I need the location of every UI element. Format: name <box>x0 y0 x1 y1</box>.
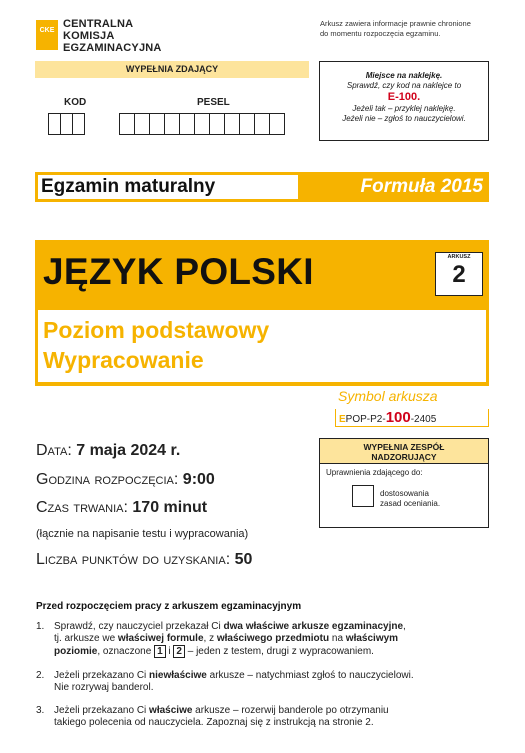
instruction-2-line-1 <box>36 670 491 682</box>
duration-value: 170 minut <box>132 499 208 516</box>
date-row <box>36 442 180 460</box>
sticker-line-2: Jeżeli tak – przyklej naklejkę. <box>352 104 456 113</box>
i1-text-k: , oznaczone <box>97 646 155 657</box>
exam-bar <box>35 172 489 202</box>
duration-note: (łącznie na napisanie testu i wypracowania) <box>36 528 249 540</box>
i1-text-a: Sprawdź, czy nauczyciel przekazał Ci <box>54 621 224 632</box>
points-row <box>36 551 252 569</box>
legal-notice <box>320 19 490 38</box>
symbol-highlight: 100 <box>385 409 411 426</box>
arkusz-label: ARKUSZ <box>447 254 471 260</box>
duration-label: Czas trwania: <box>36 499 128 516</box>
symbol-code <box>335 409 489 427</box>
logo-text <box>63 18 162 54</box>
pesel-box[interactable] <box>119 113 135 135</box>
option-line-1: dostosowania <box>380 489 429 498</box>
instruction-1-line-3 <box>36 645 491 658</box>
pesel-box[interactable] <box>194 113 210 135</box>
i1-text-i: właściwym <box>345 633 399 644</box>
symbol-label: Symbol arkusza <box>338 388 438 404</box>
sticker-code: E-100. <box>387 91 421 103</box>
start-label: Godzina rozpoczęcia: <box>36 471 179 488</box>
pesel-box[interactable] <box>239 113 255 135</box>
examiners-head-2: NADZORUJĄCY <box>371 452 437 462</box>
date-label: Data: <box>36 442 72 459</box>
i1-text-l: i <box>165 646 174 657</box>
notice-line-1: Arkusz zawiera informacje prawnie chronione <box>320 19 471 28</box>
arkusz-number: 2 <box>452 261 466 288</box>
examiners-head <box>320 439 488 464</box>
arkusz-box <box>435 252 483 296</box>
symbol-prefix: E <box>339 414 346 425</box>
examiners-rights: Uprawnienia zdającego do: <box>326 468 423 477</box>
pesel-box[interactable] <box>164 113 180 135</box>
adjustment-label <box>380 489 440 509</box>
notice-line-2: do momentu rozpoczęcia egzaminu. <box>320 28 441 38</box>
i2-text-b: niewłaściwe <box>149 670 207 681</box>
start-value: 9:00 <box>182 471 215 488</box>
applicant-strip: WYPEŁNIA ZDAJĄCY <box>35 61 309 78</box>
exam-formula: Formuła 2015 <box>360 176 483 197</box>
examiners-head-1: WYPEŁNIA ZESPÓŁ <box>363 442 445 452</box>
date-value: 7 maja 2024 r. <box>76 442 181 459</box>
level-line-1: Poziom podstawowy <box>43 317 270 343</box>
kod-box[interactable] <box>72 113 85 135</box>
i3-text-c: arkusze – rozerwij banderole po otrzymaniu <box>192 705 389 716</box>
i1-text-f: , z <box>203 633 217 644</box>
i2-text-a: Jeżeli przekazano Ci <box>54 670 150 681</box>
points-label: Liczba punktów do uzyskania: <box>36 551 231 568</box>
pesel-box[interactable] <box>179 113 195 135</box>
i3-text-a: Jeżeli przekazano Ci <box>54 705 150 716</box>
i3-text-b: właściwe <box>149 705 193 716</box>
i1-text-e: właściwej formule <box>117 633 204 644</box>
instruction-3 <box>36 705 491 729</box>
level-box <box>38 310 486 382</box>
kod-label: KOD <box>64 97 87 108</box>
instruction-2 <box>36 670 491 694</box>
pesel-box[interactable] <box>269 113 285 135</box>
pesel-label: PESEL <box>197 97 230 108</box>
exam-name: Egzamin maturalny <box>38 175 298 199</box>
examiners-box <box>319 438 489 528</box>
instructions-title: Przed rozpoczęciem pracy z arkuszem egzaminacyjnym <box>36 601 302 612</box>
instruction-1-number: 1. <box>36 621 45 632</box>
sticker-line-1: Sprawdź, czy kod na naklejce to <box>346 81 462 90</box>
start-row <box>36 471 215 489</box>
instruction-3-number: 3. <box>36 705 45 716</box>
instruction-1-line-2 <box>36 633 491 645</box>
logo-line-2: KOMISJA <box>63 30 115 42</box>
pesel-box[interactable] <box>149 113 165 135</box>
adjustment-checkbox[interactable] <box>352 485 374 507</box>
arkusz-2-box: 2 <box>173 645 185 658</box>
sticker-line-3: Jeżeli nie – zgłoś to nauczycielowi. <box>342 114 466 123</box>
i1-text-g: właściwego przedmiotu <box>216 633 330 644</box>
logo-line-1: CENTRALNA <box>63 18 134 30</box>
level-line-2: Wypracowanie <box>43 347 204 373</box>
pesel-box[interactable] <box>209 113 225 135</box>
points-value: 50 <box>234 551 253 568</box>
sticker-area <box>319 61 489 141</box>
i1-text-b: dwa właściwe arkusze egzaminacyjne <box>223 621 404 632</box>
pesel-box[interactable] <box>224 113 240 135</box>
logo-line-3: EGZAMINACYJNA <box>63 42 162 54</box>
symbol-mid: POP-P2- <box>345 414 386 425</box>
option-line-2: zasad oceniania. <box>380 499 441 508</box>
i2-text-c: arkusze – natychmiast zgłoś to nauczycielowi. <box>206 670 414 681</box>
i1-text-j: poziomie <box>54 646 98 657</box>
instruction-1-line-1 <box>36 621 491 633</box>
i1-text-c: , <box>403 621 406 632</box>
i1-text-m: – jeden z testem, drugi z wypracowaniem. <box>184 646 374 657</box>
cke-logo-icon: CKE <box>36 20 58 50</box>
instruction-3-line-1 <box>36 705 491 717</box>
symbol-suffix: -2405 <box>410 414 437 425</box>
kod-field[interactable] <box>48 113 84 135</box>
symbol-arkusza <box>335 387 489 431</box>
pesel-field[interactable] <box>119 113 284 135</box>
instruction-3-line-2: takiego polecenia od nauczyciela. Zapoznaj się z instrukcją na stronie 2. <box>54 717 374 728</box>
subject-title: JĘZYK POLSKI <box>43 251 314 292</box>
sticker-title: Miejsce na naklejkę. <box>365 71 443 80</box>
instruction-2-number: 2. <box>36 670 45 681</box>
subject-block <box>35 240 489 386</box>
arkusz-1-box: 1 <box>154 645 166 658</box>
duration-row <box>36 499 207 517</box>
pesel-box[interactable] <box>134 113 150 135</box>
i1-text-h: na <box>329 633 346 644</box>
pesel-box[interactable] <box>254 113 270 135</box>
instruction-2-line-2: Nie rozrywaj banderol. <box>54 682 154 693</box>
instruction-1 <box>36 621 491 658</box>
i1-text-d: tj. arkusze we <box>54 633 118 644</box>
